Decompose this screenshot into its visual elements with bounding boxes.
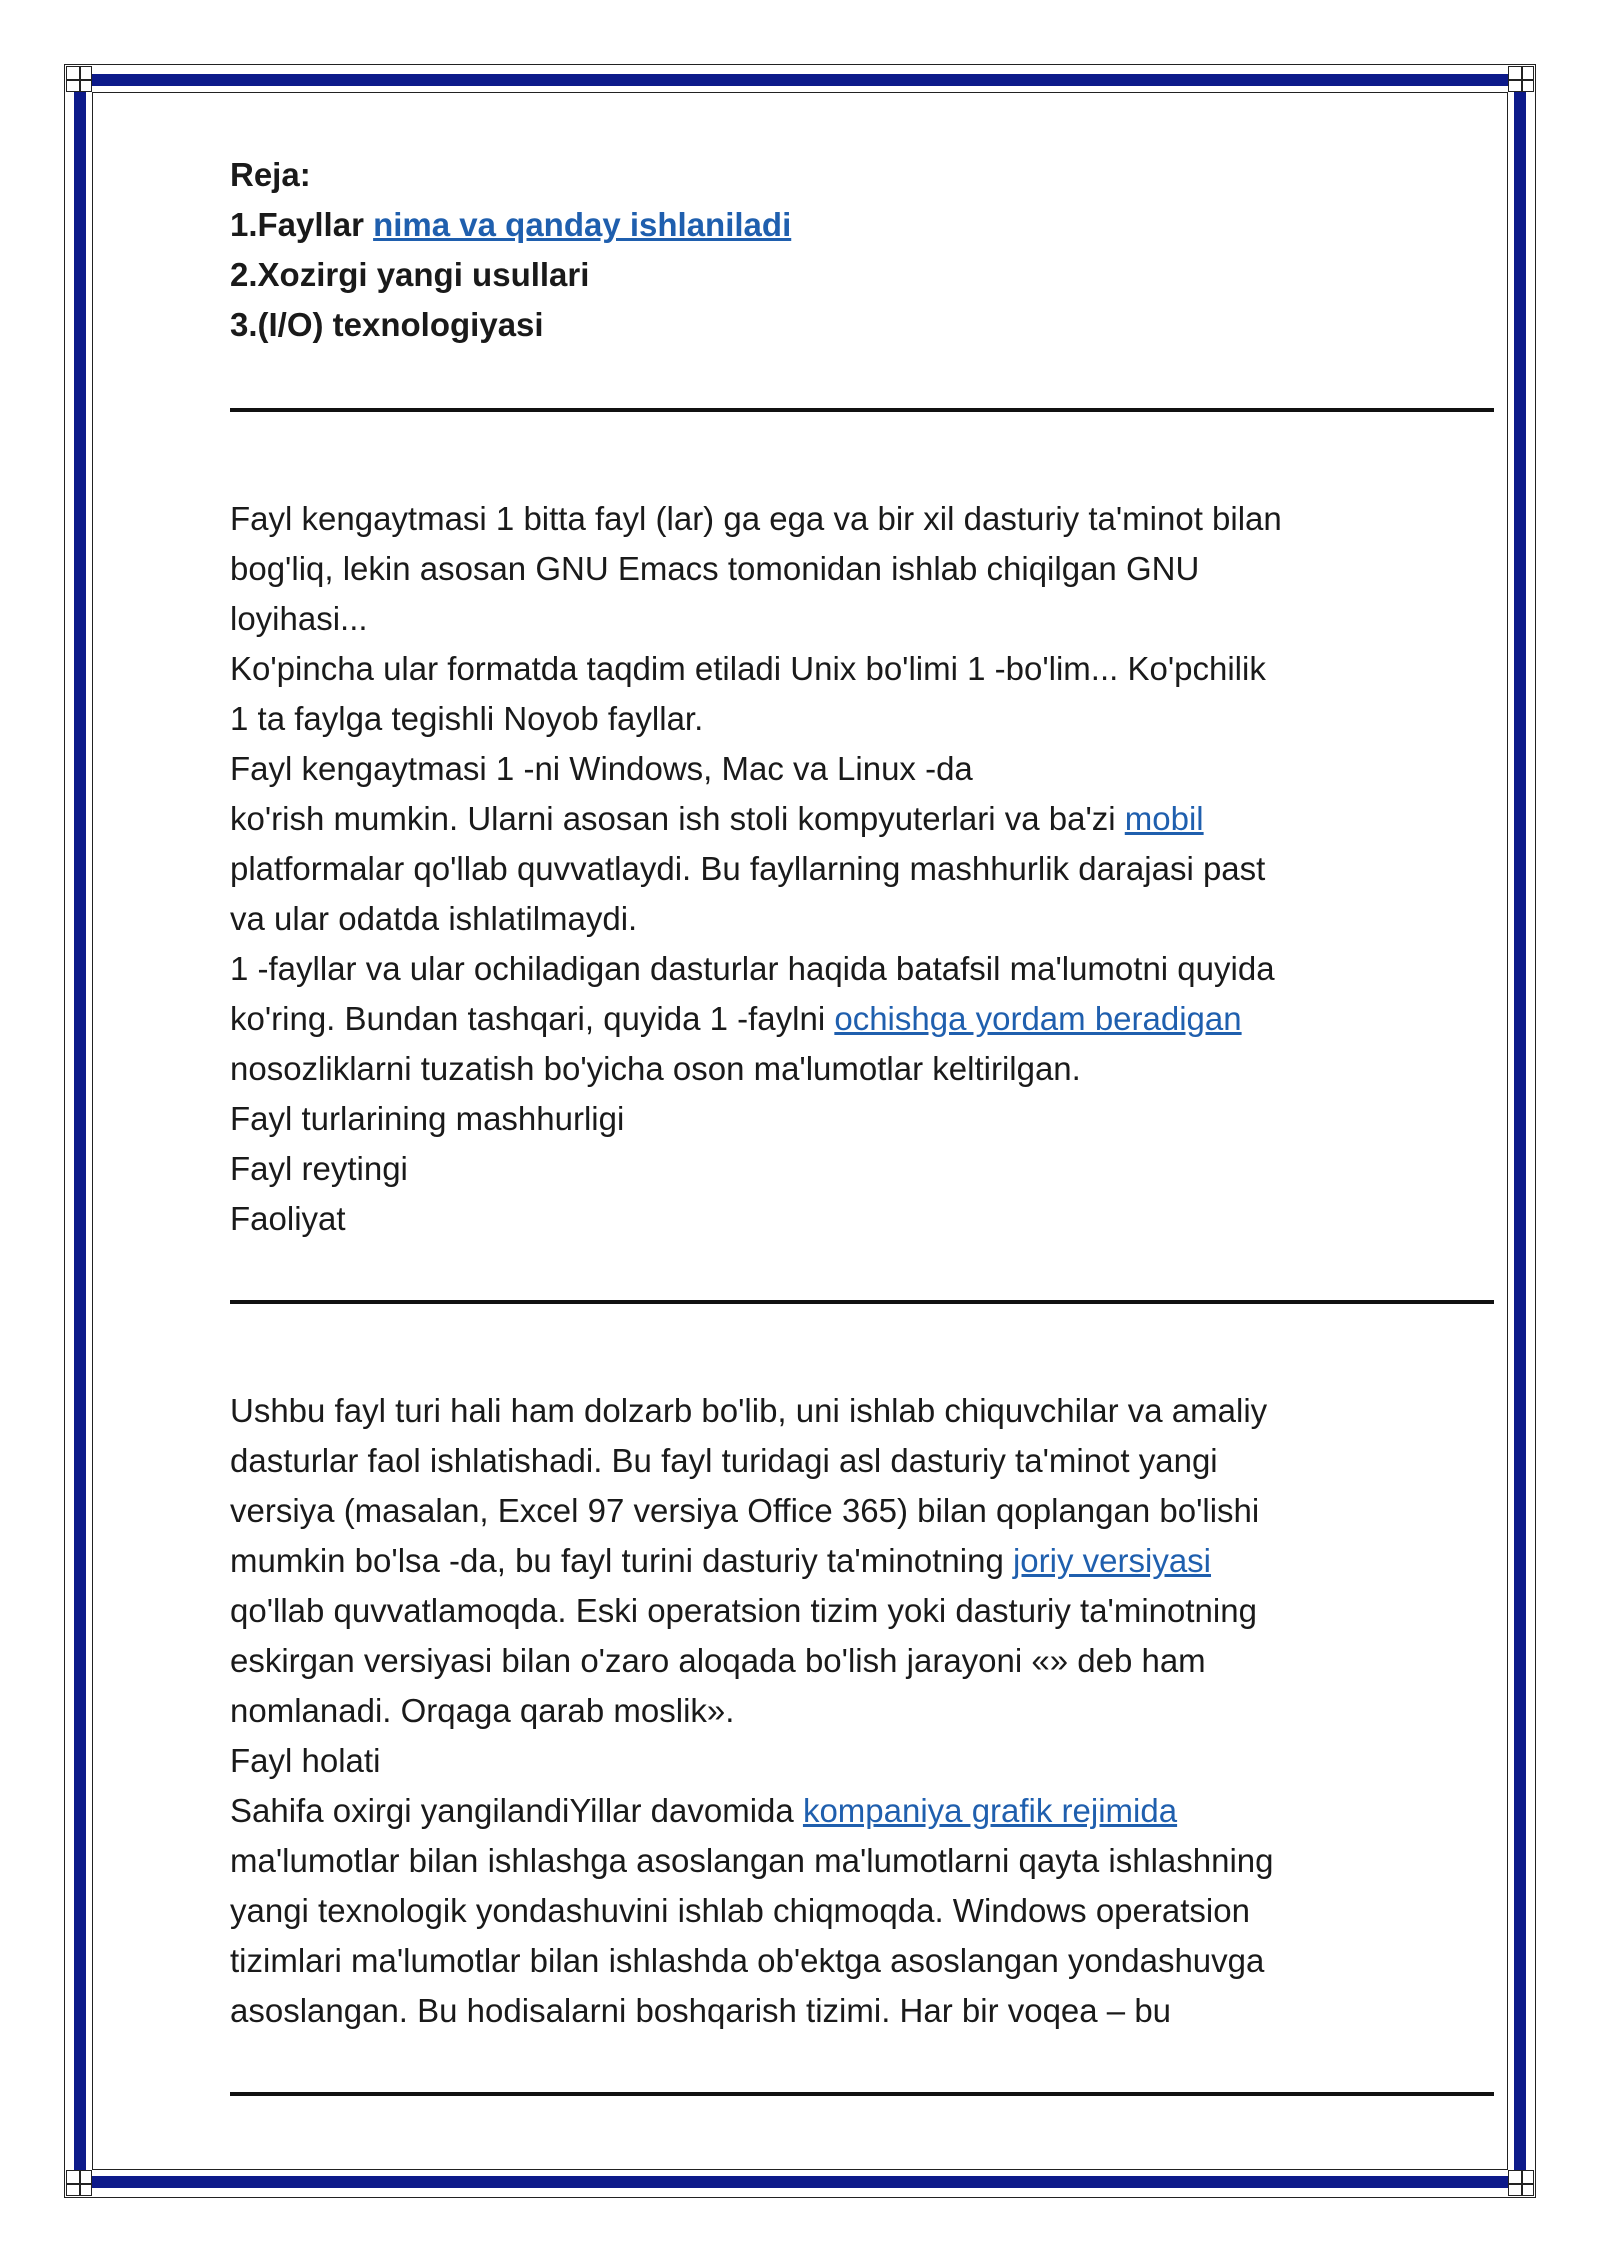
text-line: Fayl holati [230, 1742, 381, 1779]
text-line: ma'lumotlar bilan ishlashga asoslangan ma'lumotlarni qayta ishlashning [230, 1842, 1274, 1879]
text-line: Fayl turlarining mashhurligi [230, 1100, 625, 1137]
text-line: Fayl kengaytmasi 1 -ni Windows, Mac va Linux -da [230, 750, 973, 787]
plan-item-1-link[interactable]: nima va qanday ishlaniladi [373, 206, 792, 243]
text-line: 1 -fayllar va ular ochiladigan dasturlar haqida batafsil ma'lumotni quyida [230, 950, 1275, 987]
text-segment: ko'ring. Bundan tashqari, quyida 1 -faylni [230, 1000, 835, 1037]
text-segment: Sahifa oxirgi yangilandiYillar davomida [230, 1792, 803, 1829]
divider-1 [230, 408, 1494, 412]
plan-item-3: 3.(I/O) texnologiyasi [230, 306, 544, 343]
plan-title: Reja: [230, 156, 311, 193]
text-line: eskirgan versiyasi bilan o'zaro aloqada bo'lish jarayoni «» deb ham [230, 1642, 1206, 1679]
text-segment: mumkin bo'lsa -da, bu fayl turini dasturiy ta'minotning [230, 1542, 1013, 1579]
text-line: Ushbu fayl turi hali ham dolzarb bo'lib, uni ishlab chiquvchilar va amaliy [230, 1392, 1268, 1429]
text-line: versiya (masalan, Excel 97 versiya Office 365) bilan qoplangan bo'lishi [230, 1492, 1260, 1529]
mobil-link[interactable]: mobil [1124, 800, 1204, 837]
text-line: platformalar qo'llab quvvatlaydi. Bu fayllarning mashhurlik darajasi past [230, 850, 1266, 887]
divider-2 [230, 1300, 1494, 1304]
text-segment: ko'rish mumkin. Ularni asosan ish stoli kompyuterlari va ba'zi [230, 800, 1125, 837]
text-line: Ko'pincha ular formatda taqdim etiladi Unix bo'limi 1 -bo'lim... Ko'pchilik [230, 650, 1266, 687]
divider-3 [230, 2092, 1494, 2096]
text-line: qo'llab quvvatlamoqda. Eski operatsion tizim yoki dasturiy ta'minotning [230, 1592, 1257, 1629]
text-line: Fayl reytingi [230, 1150, 408, 1187]
text-line: Faoliyat [230, 1200, 346, 1237]
text-line [230, 1536, 1370, 1586]
plan-item-1 [230, 200, 1490, 250]
text-line: nosozliklarni tuzatish bo'yicha oson ma'lumotlar keltirilgan. [230, 1050, 1081, 1087]
text-line: asoslangan. Bu hodisalarni boshqarish tizimi. Har bir voqea – bu [230, 1992, 1172, 2029]
text-line: 1 ta faylga tegishli Noyob fayllar. [230, 700, 704, 737]
text-line [230, 794, 1370, 844]
corner-ornament-top-right [1508, 66, 1534, 92]
joriy-versiyasi-link[interactable]: joriy versiyasi [1012, 1542, 1212, 1579]
plan-section [230, 150, 1490, 350]
text-line: Fayl kengaytmasi 1 bitta fayl (lar) ga ega va bir xil dasturiy ta'minot bilan [230, 500, 1282, 537]
plan-item-1-text: 1.Fayllar [230, 206, 374, 243]
text-line [230, 1786, 1370, 1836]
text-line: loyihasi... [230, 600, 368, 637]
text-line: bog'liq, lekin asosan GNU Emacs tomonidan ishlab chiqilgan GNU [230, 550, 1200, 587]
section-1-paragraph [230, 494, 1370, 1244]
plan-item-2: 2.Xozirgi yangi usullari [230, 256, 590, 293]
text-line: nomlanadi. Orqaga qarab moslik». [230, 1692, 735, 1729]
text-line [230, 994, 1370, 1044]
text-line: yangi texnologik yondashuvini ishlab chiqmoqda. Windows operatsion [230, 1892, 1250, 1929]
section-2-paragraph [230, 1386, 1370, 2036]
ochishga-link[interactable]: ochishga yordam beradigan [834, 1000, 1242, 1037]
text-line: tizimlari ma'lumotlar bilan ishlashda ob'ektga asoslangan yondashuvga [230, 1942, 1265, 1979]
kompaniya-link[interactable]: kompaniya grafik rejimida [802, 1792, 1178, 1829]
corner-ornament-bottom-left [66, 2170, 92, 2196]
text-line: va ular odatda ishlatilmaydi. [230, 900, 638, 937]
document-content [230, 150, 1490, 2096]
corner-ornament-top-left [66, 66, 92, 92]
text-line: dasturlar faol ishlatishadi. Bu fayl turidagi asl dasturiy ta'minot yangi [230, 1442, 1218, 1479]
corner-ornament-bottom-right [1508, 2170, 1534, 2196]
